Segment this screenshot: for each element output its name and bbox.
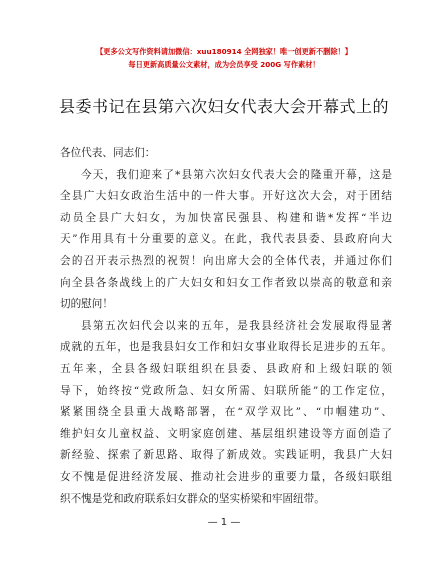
paragraph-line: 维护妇女儿童权益、文明家庭创建、基层组织建设等方面创造了 — [60, 427, 392, 440]
document-title: 县委书记在县第六次妇女代表大会开幕式上的 — [58, 97, 389, 116]
paragraph-line: 五年来，全县各级妇联组织在县委、县政府和上级妇联的领 — [60, 362, 392, 375]
paragraph-line: 成就的五年，也是我县妇女工作和妇女事业取得长足进步的五年。 — [60, 341, 392, 354]
paragraph-2 — [60, 316, 392, 510]
paragraph-line: 导下，始终按“党政所急、妇女所需、妇联所能”的工作定位， — [60, 384, 392, 397]
paragraph-1 — [60, 165, 392, 316]
paragraph-line: 向全县各条战线上的广大妇女和妇女工作者致以崇高的敬意和亲 — [60, 276, 392, 289]
paragraph-line: 切的慰问！ — [60, 298, 113, 311]
paragraph-line: 会的召开表示热烈的祝贺！向出席大会的全体代表，并通过你们 — [60, 254, 392, 267]
paragraph-line: 女不愧是促进经济发展、推动社会进步的重要力量，各级妇联组 — [60, 470, 392, 483]
document-body — [60, 143, 392, 510]
paragraph-line: 新经验、探索了新思路、取得了新成效。实践证明，我县广大妇 — [60, 449, 392, 462]
paragraph-line: 天”作用具有十分重要的意义。在此，我代表县委、县政府向大 — [60, 233, 392, 246]
paragraph-line: 动员全县广大妇女，为加快富民强县、构建和谐*发挥“半边 — [60, 211, 392, 224]
paragraph-line: 织不愧是党和政府联系妇女群众的坚实桥梁和牢固纽带。 — [60, 492, 325, 505]
promo-banner-line-2: 每日更新高质量公文素材，成为会员享受 200G 写作素材！ — [128, 60, 320, 69]
paragraph-line: 今天，我们迎来了*县第六次妇女代表大会的隆重开幕，这是 — [81, 168, 392, 181]
salutation: 各位代表、同志们： — [60, 147, 156, 159]
page-number: — 1 — — [207, 517, 241, 528]
promo-banner-line-1: 【更多公文写作资料请加微信：xuu180914 全网独家！唯一创更新不删除！】 — [96, 47, 352, 56]
paragraph-line: 县第五次妇代会以来的五年，是我县经济社会发展取得显著 — [81, 319, 392, 332]
paragraph-line: 全县广大妇女政治生活中的一件大事。开好这次大会，对于团结 — [60, 190, 392, 203]
paragraph-line: 紧紧围绕全县重大战略部署，在“双学双比”、“巾帼建功”、 — [60, 406, 392, 419]
